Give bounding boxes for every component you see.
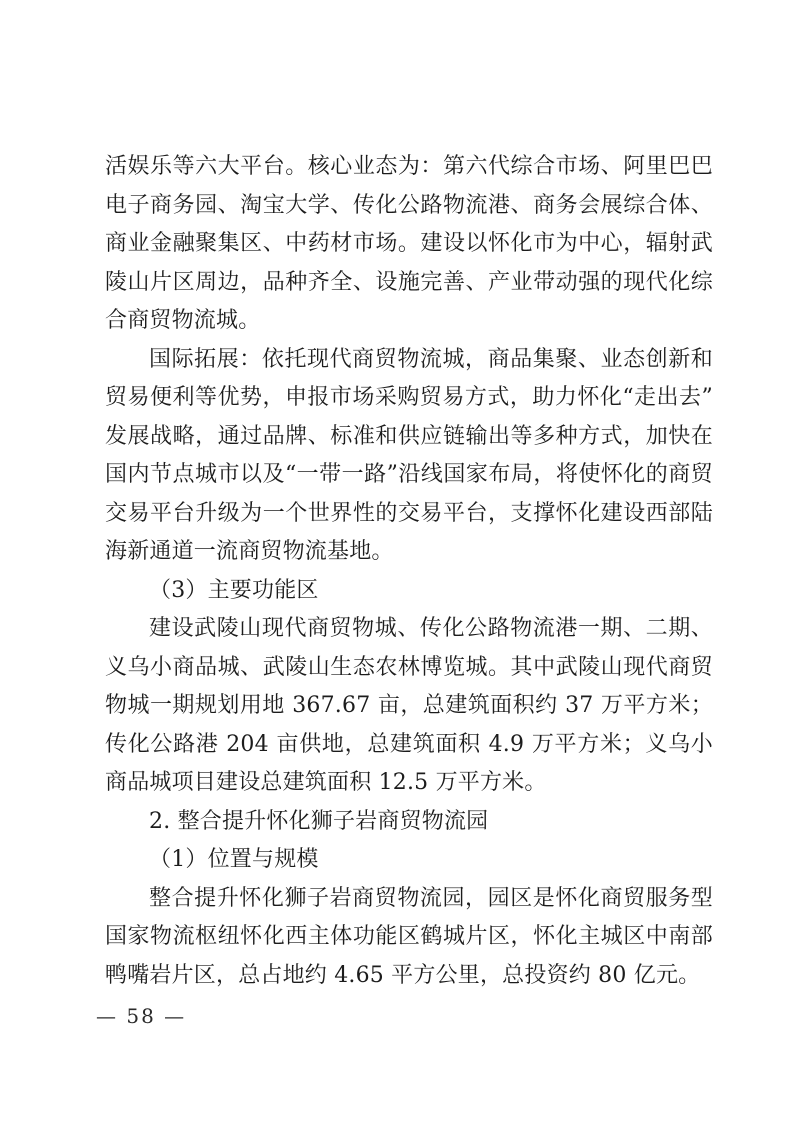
document-body <box>105 148 713 995</box>
paragraph-international-expansion: 国际拓展：依托现代商贸物流城，商品集聚、业态创新和贸易便利等优势，申报市场采购贸易方式，助力怀化“走出去”发展战略，通过品牌、标准和供应链输出等多种方式，加快在国内节点城市以及“一带一路”沿线国家布局，将使怀化的商贸交易平台升级为一个世界性的交易平台，支撑怀化建设西部陆海新通道一流商贸物流基地。 <box>105 346 713 564</box>
paragraph-location-and-scale-detail: 整合提升怀化狮子岩商贸物流园，园区是怀化商贸服务型国家物流枢纽怀化西主体功能区鹤城片区，怀化主城区中南部鸭嘴岩片区，总占地约 4.65 平方公里，总投资约 80 亿元。 <box>105 885 713 988</box>
paragraph-functional-zones-detail: 建设武陵山现代商贸物城、传化公路物流港一期、二期、义乌小商品城、武陵山生态农林博览城。其中武陵山现代商贸物城一期规划用地 367.67 亩，总建筑面积约 37 万平方米；传化公路港 204 亩供地，总建筑面积 4.9 万平方米；义乌小商品城项目建设总建筑面积 12.5 万平方米。 <box>105 616 713 795</box>
section-heading-shiziyan-logistics-park: 2. 整合提升怀化狮子岩商贸物流园 <box>149 808 489 834</box>
section-heading-location-and-scale: （1）位置与规模 <box>149 847 319 872</box>
paragraph-platforms-continuation: 活娱乐等六大平台。核心业态为：第六代综合市场、阿里巴巴电子商务园、淘宝大学、传化公路物流港、商务会展综合体、商业金融聚集区、中药材市场。建设以怀化市为中心，辐射武陵山片区周边，品种齐全、设施完善、产业带动强的现代化综合商贸物流城。 <box>105 154 713 333</box>
page-number: — 58 — <box>96 1004 187 1028</box>
section-heading-main-functional-zones: （3）主要功能区 <box>149 577 319 603</box>
